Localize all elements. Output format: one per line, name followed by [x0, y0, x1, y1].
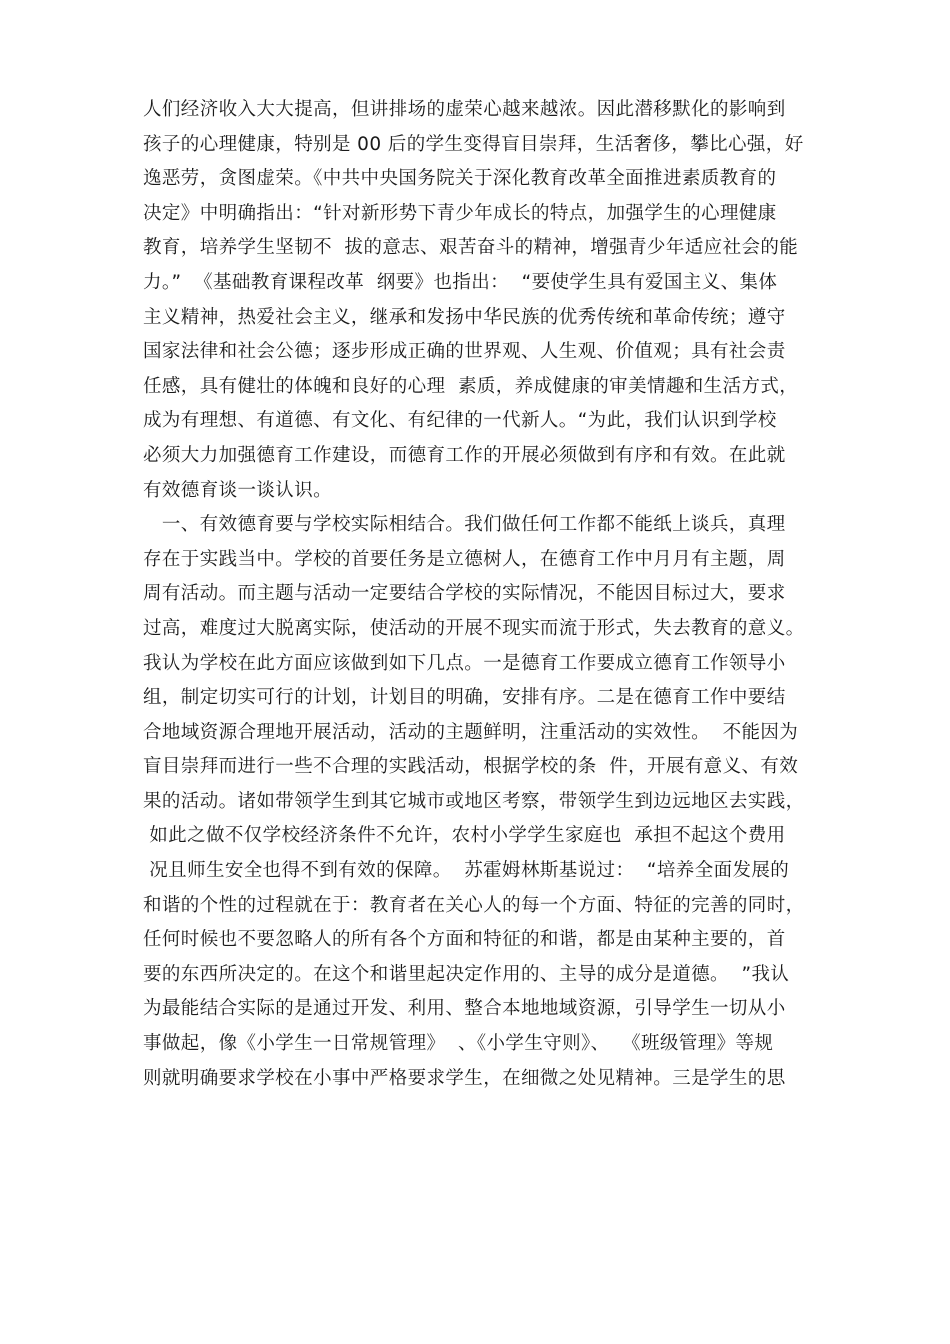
- text-line: 我认为学校在此方面应该做到如下几点。一是德育工作要成立德育工作领导小: [143, 652, 786, 674]
- text-line: 必须大力加强德育工作建设，而德育工作的开展必须做到有序和有效。在此就: [143, 444, 786, 466]
- text-line: 国家法律和社会公德；逐步形成正确的世界观、人生观、价值观；具有社会责: [143, 341, 786, 363]
- text-line: 任感，具有健壮的体魄和良好的心理 素质，养成健康的审美情趣和生活方式，: [143, 375, 799, 397]
- text-line: 况且师生安全也得不到有效的保障。 苏霍姆林斯基说过： “培养全面发展的: [143, 860, 790, 882]
- text-line: 周有活动。而主题与活动一定要结合学校的实际情况，不能因目标过大，要求: [143, 583, 786, 605]
- text-line: 有效德育谈一谈认识。: [143, 479, 333, 501]
- text-line: 则就明确要求学校在小事中严格要求学生，在细微之处见精神。三是学生的思: [143, 1067, 786, 1089]
- text-line: 为最能结合实际的是通过开发、利用、整合本地地域资源，引导学生一切从小: [143, 998, 786, 1020]
- text-line: 盲目崇拜而进行一些不合理的实践活动，根据学校的条 件，开展有意义、有效: [143, 756, 799, 778]
- text-line: 力。” 《基础教育课程改革 纲要》也指出： “要使学生具有爱国主义、集体: [143, 271, 778, 293]
- text-line: 逸恶劳，贪图虚荣。《中共中央国务院关于深化教育改革全面推进素质教育的: [143, 168, 777, 190]
- text-line: 人们经济收入大大提高，但讲排场的虚荣心越来越浓。因此潜移默化的影响到: [143, 99, 786, 120]
- text-line: 一、有效德育要与学校实际相结合。我们做任何工作都不能纸上谈兵，真理: [143, 514, 786, 536]
- text-line: 事做起，像《小学生一日常规管理》 、《小学生守则》、 《班级管理》等规: [143, 1033, 774, 1055]
- text-line: 决定》中明确指出：“针对新形势下青少年成长的特点，加强学生的心理健康: [143, 202, 777, 224]
- text-line: 要的东西所决定的。在这个和谐里起决定作用的、主导的成分是道德。 ”我认: [143, 963, 790, 985]
- text-line: 合地域资源合理地开展活动，活动的主题鲜明，注重活动的实效性。 不能因为: [143, 721, 799, 743]
- text-line: 孩子的心理健康，特别是 00 后的学生变得盲目崇拜，生活奢侈，攀比心强，好: [143, 133, 804, 155]
- text-line: 任何时候也不要忽略人的所有各个方面和特征的和谐，都是由某种主要的，首: [143, 929, 786, 951]
- body-text: [143, 93, 823, 1096]
- text-line: 如此之做不仅学校经济条件不允许，农村小学学生家庭也 承担不起这个费用: [143, 825, 786, 847]
- text-line: 组，制定切实可行的计划，计划目的明确，安排有序。二是在德育工作中要结: [143, 687, 786, 709]
- text-line: 存在于实践当中。学校的首要任务是立德树人，在德育工作中月月有主题，周: [143, 548, 786, 570]
- text-line: 过高，难度过大脱离实际，使活动的开展不现实而流于形式，失去教育的意义。: [143, 617, 805, 639]
- text-line: 成为有理想、有道德、有文化、有纪律的一代新人。“为此，我们认识到学校: [143, 410, 777, 432]
- text-line: 教育，培养学生坚韧不 拔的意志、艰苦奋斗的精神，增强青少年适应社会的能: [143, 237, 799, 259]
- text-line: 主义精神，热爱社会主义，继承和发扬中华民族的优秀传统和革命传统；遵守: [143, 306, 786, 328]
- text-line: 和谐的个性的过程就在于：教育者在关心人的每一个方面、特征的完善的同时，: [143, 894, 805, 916]
- text-line: 果的活动。诸如带领学生到其它城市或地区考察，带领学生到边远地区去实践，: [143, 790, 805, 812]
